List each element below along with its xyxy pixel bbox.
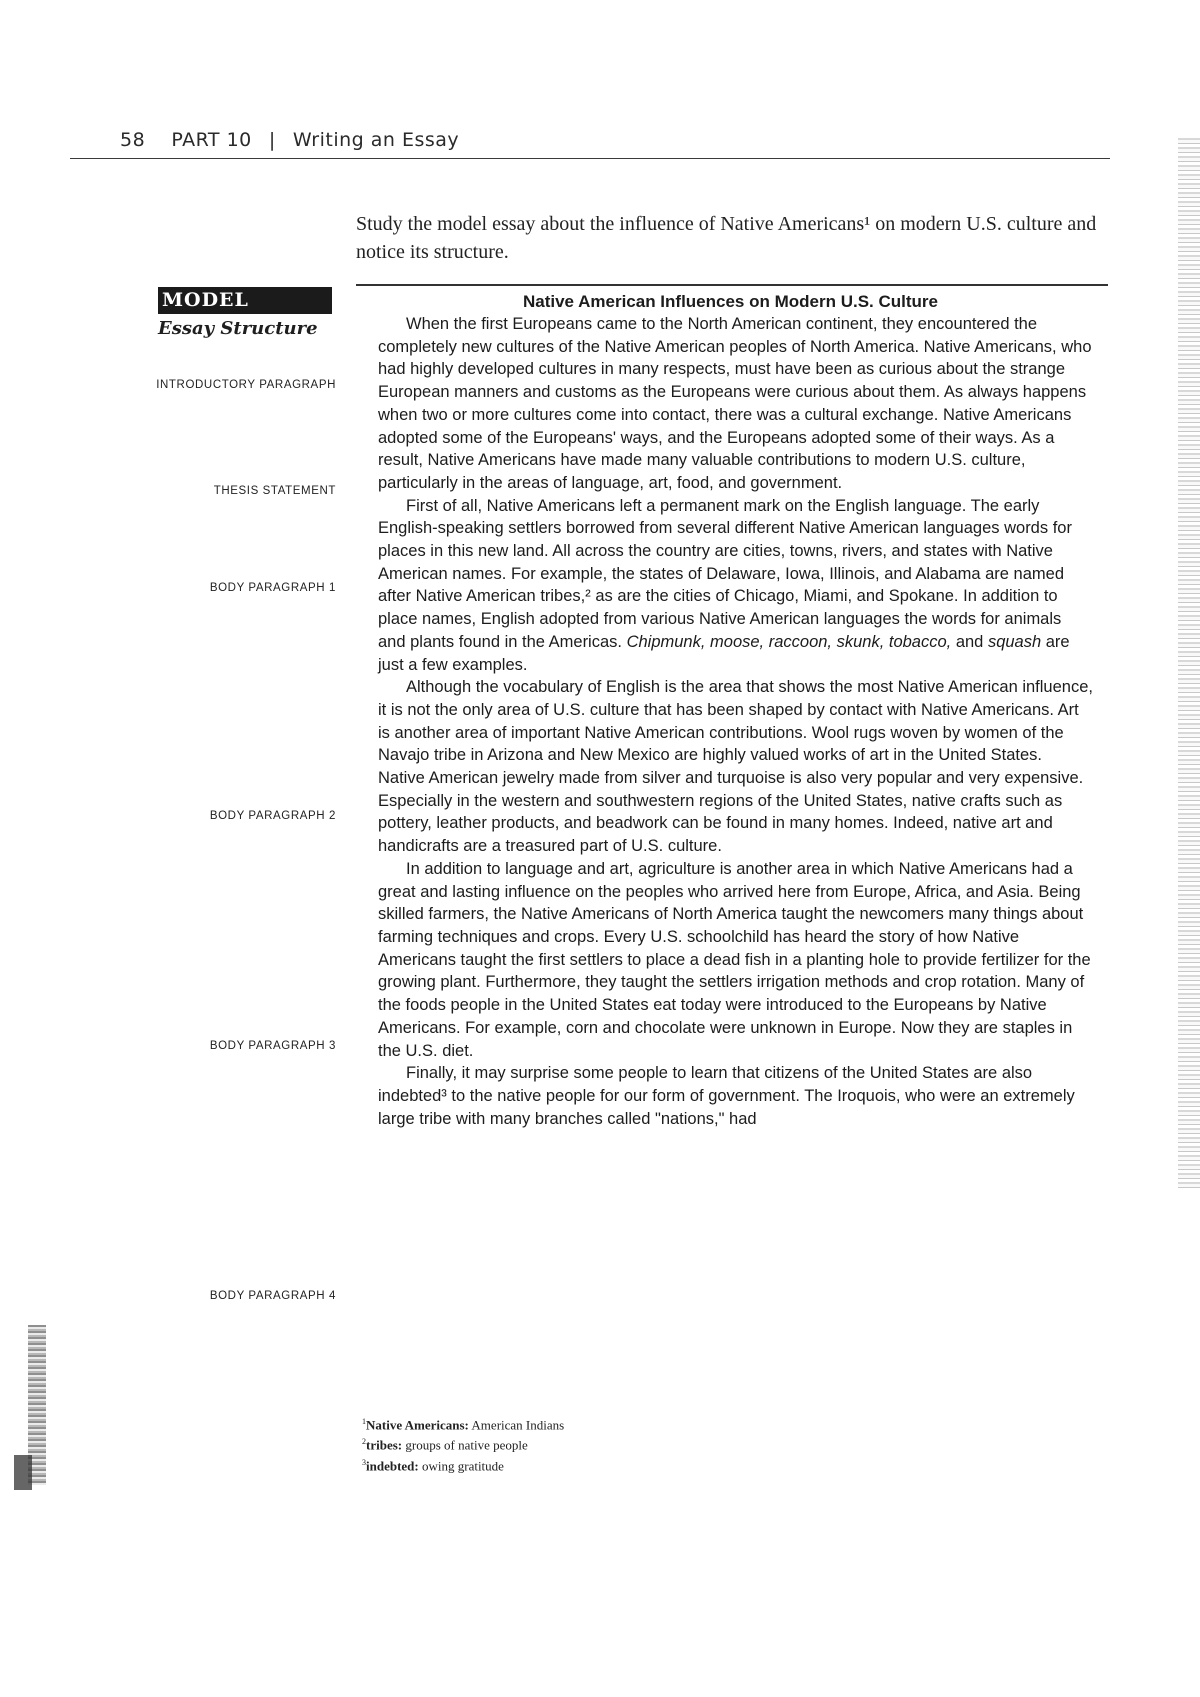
body-paragraph-1-end: are just a few examples. — [378, 632, 1070, 674]
body-paragraph-3: In addition to language and art, agriculture is another area in which Native Americans had a great and lasting influence on the peoples who arrived here from Europe, Africa, and Asia. Being skilled farmers, the Native Americans of North America taught the newcomers many things about farming techniques and crops. Every U.S. schoolchild has heard the story of how Native Americans taught the first settlers to place a dead fish in a planting hole to provide fertilizer for the growing plant. Furthermore, they taught the settlers irrigation methods and crop rotation. Many of the foods people in the United States eat today were introduced to the Europeans by Native Americans. For example, corn and chocolate were unknown in Europe. Now they are staples in the U.S. diet. — [378, 859, 1091, 1060]
side-label-thesis: THESIS STATEMENT — [213, 485, 336, 497]
part-label: PART 10 — [171, 129, 252, 151]
side-label-body3: BODY PARAGRAPH 3 — [209, 1040, 336, 1052]
body-paragraph-2: Although the vocabulary of English is the area that shows the most Native American influence, it is not the only area of U.S. culture that has been shaped by contact with Native Americans. Art is another area of important Native American contributions. Wool rugs woven by women of the Navajo tribe in Arizona and New Mexico are highly valued works of art in the United States. Native American jewelry made from silver and turquoise is also very popular and very expensive. Especially in the western and southwestern regions of the United States, native crafts such as pottery, leather products, and beadwork can be found in many homes. Indeed, native art and handicrafts are a treasured part of U.S. culture. — [378, 678, 1093, 856]
essay-top-rule — [356, 284, 1108, 286]
intro-instruction: Study the model essay about the influence of Native Americans¹ on modern U.S. culture and notice its structure. — [356, 213, 1097, 263]
section-title: Writing an Essay — [292, 129, 460, 151]
footnotes — [362, 1413, 564, 1474]
header-rule — [70, 158, 1110, 159]
body-paragraph-1 — [378, 495, 1093, 677]
essay-title: Native American Influences on Modern U.S. Culture — [522, 292, 938, 311]
model-subtitle: Essay Structure — [158, 318, 318, 339]
body-paragraph-1-examples: Chipmunk, moose, raccoon, skunk, tobacco, — [626, 632, 952, 651]
model-label: MODEL — [158, 287, 332, 314]
page-number: 58 — [120, 129, 146, 151]
body-paragraph-1-text: First of all, Native Americans left a permanent mark on the English language. The early English-speaking settlers borrowed from several different Native American languages words for places in this new land. All across the country are cities, towns, rivers, and states with Native American names. For example, the states of Delaware, Iowa, Illinois, and Alabama are named after Native American tribes,² as are the cities of Chicago, Miami, and Spokane. In addition to place names, English adopted from various Native American languages the words for animals and plants found in the Americas. — [378, 496, 1072, 651]
running-header — [120, 129, 459, 151]
footnote: $^3$indebted: owing gratitude — [362, 1457, 504, 1473]
body-paragraph-1-squash: squash — [987, 632, 1042, 651]
body-paragraph-4: Finally, it may surprise some people to learn that citizens of the United States are also indebted³ to the native people for our form of government. The Iroquois, who were an extremely large tribe with many branches called "nations," had — [378, 1064, 1075, 1128]
model-essay — [378, 291, 1093, 1130]
footnote: $^1$Native Americans: American Indians — [362, 1417, 565, 1433]
header-separator: | — [268, 129, 276, 151]
side-label-introductory: INTRODUCTORY PARAGRAPH — [156, 379, 336, 391]
introductory-paragraph: When the first Europeans came to the North American continent, they encountered the completely new cultures of the Native American peoples of North America. Native Americans, who had highly developed cultures in many respects, must have been as curious about the strange European manners and customs as the Europeans were curious about them. As always happens when two or more cultures come into contact, there was a cultural exchange. Native Americans adopted some of the Europeans' ways, and the Europeans adopted some of their ways. As a result, Native Americans have made many valuable contributions to modern U.S. culture, particularly in the areas of language, art, food, and government. — [378, 315, 1092, 492]
side-label-body4: BODY PARAGRAPH 4 — [209, 1290, 336, 1302]
scan-edge-artifact-left-block — [14, 1455, 32, 1490]
scan-edge-artifact — [1178, 138, 1200, 1188]
side-label-body1: BODY PARAGRAPH 1 — [209, 582, 336, 594]
body-paragraph-1-and: and — [951, 632, 988, 651]
footnote: $^2$tribes: groups of native people — [362, 1437, 528, 1453]
side-label-body2: BODY PARAGRAPH 2 — [209, 810, 336, 822]
